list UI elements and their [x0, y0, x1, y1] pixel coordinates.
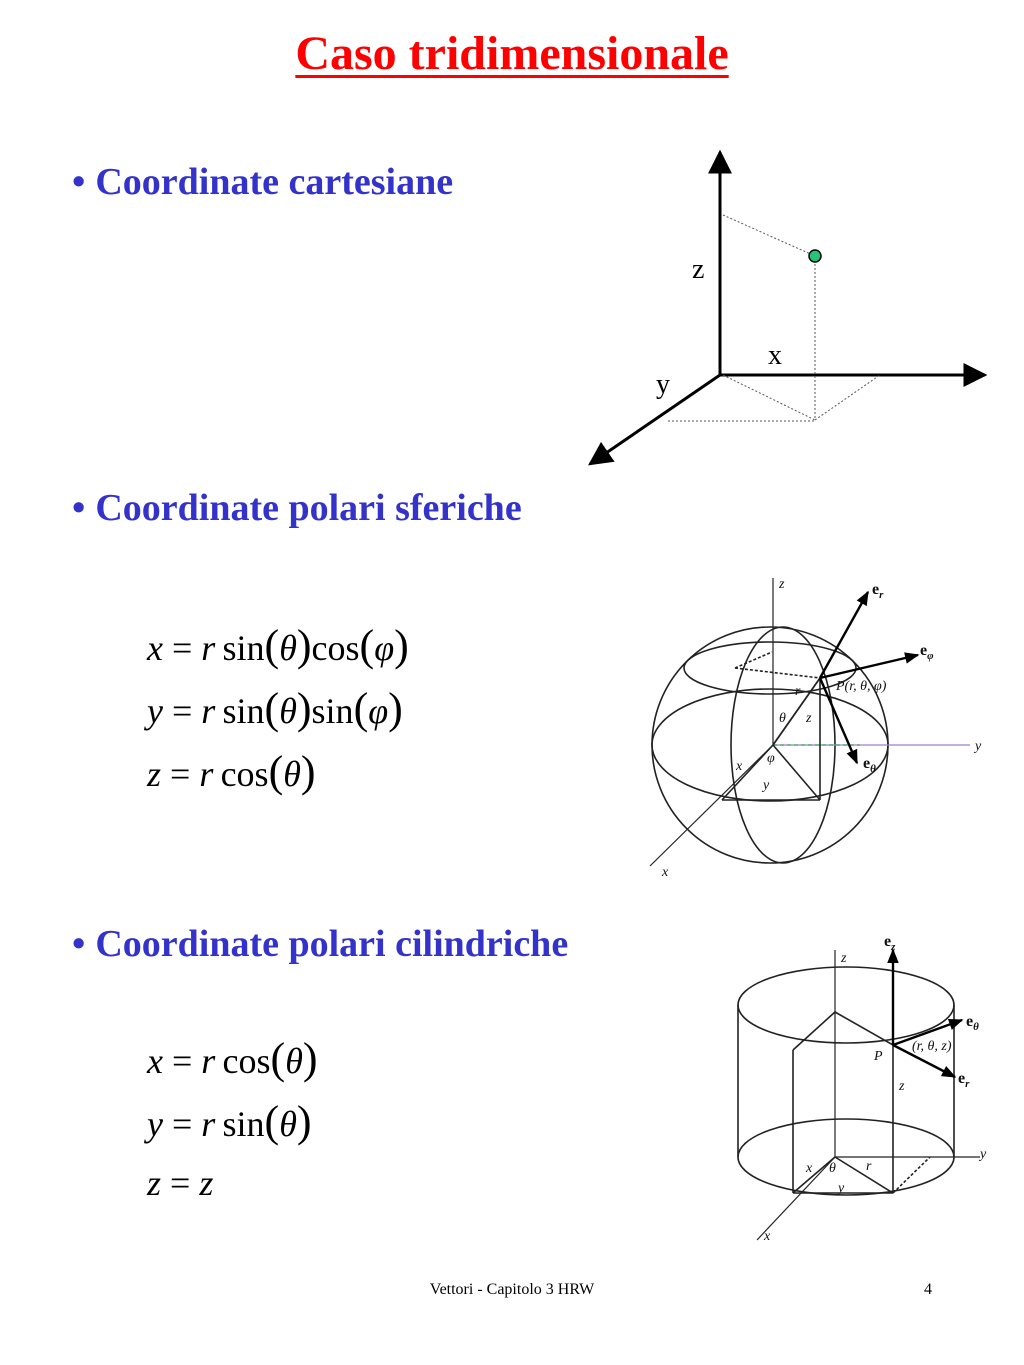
- cyl-label-y: y: [980, 1147, 987, 1162]
- cylinder-x-axis: [757, 1157, 835, 1240]
- cylindrical-eq-z: z = z: [147, 1163, 214, 1203]
- cartesian-y-label: y: [656, 369, 670, 400]
- cyl-label-e-theta: $e_\theta$: [966, 1013, 979, 1033]
- cylindrical-eq-y: y = r sin(θ): [147, 1097, 312, 1146]
- bullet-dot: •: [72, 923, 86, 965]
- spherical-eq-x: x = r sin(θ)cos(φ): [147, 621, 409, 670]
- sphere-label-theta: θ: [779, 711, 786, 726]
- bullet-spherical-label: Coordinate polari sferiche: [95, 487, 522, 529]
- bullet-dot: •: [72, 161, 86, 203]
- cyl-label-point-letter: P: [874, 1049, 883, 1064]
- sphere-label-phi: φ: [767, 751, 775, 766]
- sphere-label-e-r: $e_r$: [872, 581, 884, 601]
- footer-title: Vettori - Capitolo 3 HRW: [429, 1281, 595, 1298]
- sphere-label-e-phi: $e_\varphi$: [920, 642, 934, 662]
- slide-title: Caso tridimensionale: [295, 27, 729, 80]
- cyl-label-x: x: [764, 1229, 771, 1244]
- cartesian-x-label: x: [768, 340, 782, 371]
- sphere-label-z: z: [779, 577, 785, 592]
- sphere-label-x-small: x: [736, 759, 743, 774]
- bullet-dot: •: [72, 487, 86, 529]
- sphere-label-r: r: [795, 684, 801, 699]
- cyl-label-theta: θ: [829, 1161, 836, 1176]
- cyl-label-point-coords: (r, θ, z): [912, 1039, 952, 1054]
- cyl-label-e-z: $e_z$: [884, 933, 896, 953]
- spherical-eq-y: y = r sin(θ)sin(φ): [147, 684, 403, 733]
- sphere-label-z-small: z: [806, 711, 812, 726]
- sphere-label-y: y: [975, 739, 982, 754]
- spherical-eq-z: z = r cos(θ): [147, 747, 316, 796]
- cylinder-top: [738, 967, 954, 1043]
- cyl-label-z: z: [841, 951, 847, 966]
- bullet-cartesian-label: Coordinate cartesiane: [95, 161, 454, 203]
- cyl-label-e-r: $e_r$: [958, 1070, 970, 1090]
- cyl-label-r: r: [866, 1159, 872, 1174]
- bullet-cylindrical-label: Coordinate polari cilindriche: [95, 923, 569, 965]
- sphere-label-point: P(r, θ, φ): [836, 679, 887, 694]
- sphere-label-e-theta: $e_\theta$: [863, 755, 876, 775]
- footer-page-number: 4: [924, 1281, 932, 1298]
- cyl-label-z-small: z: [899, 1079, 905, 1094]
- cylindrical-eq-x: x = r cos(θ): [147, 1034, 318, 1083]
- sphere-label-y-small: y: [763, 778, 770, 793]
- cartesian-z-label: z: [692, 254, 705, 285]
- sphere-label-x: x: [662, 865, 669, 880]
- cyl-label-y-small: y: [838, 1181, 845, 1196]
- cyl-label-x-small: x: [806, 1161, 813, 1176]
